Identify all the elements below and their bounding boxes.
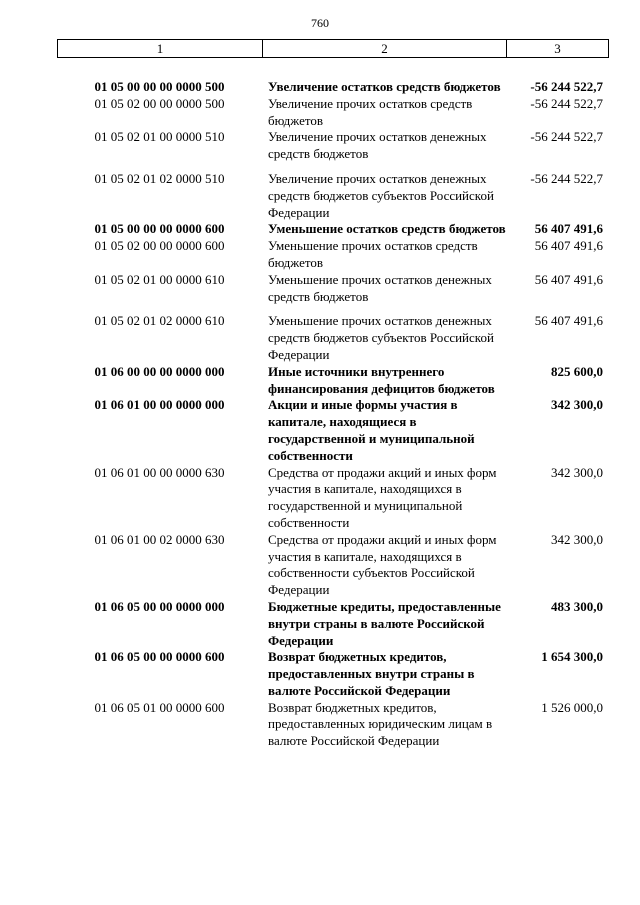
item-amount: 56 407 491,6 <box>534 221 603 237</box>
page-number: 760 <box>311 16 329 30</box>
budget-code: 01 05 02 01 02 0000 510 <box>94 170 225 186</box>
table-body <box>57 79 608 750</box>
budget-code: 01 05 00 00 00 0000 600 <box>94 221 225 237</box>
table-row <box>57 649 608 699</box>
table-row <box>57 364 608 398</box>
item-amount: 825 600,0 <box>551 363 603 379</box>
item-amount: 1 654 300,0 <box>541 649 603 665</box>
column-header-1: 1 <box>58 40 263 58</box>
table-row <box>57 221 608 238</box>
column-header-2: 2 <box>263 40 507 58</box>
table-row <box>57 96 608 130</box>
budget-code: 01 05 00 00 00 0000 500 <box>94 79 225 94</box>
item-name: Акции и иные формы участия в капитале, находящиеся в государственной и муниципальной собственности <box>268 397 475 463</box>
item-amount: 56 407 491,6 <box>534 313 603 329</box>
table-row <box>57 465 608 532</box>
table-row <box>57 163 608 221</box>
budget-code: 01 06 05 00 00 0000 600 <box>94 649 225 665</box>
table-row <box>57 397 608 464</box>
item-name: Возврат бюджетных кредитов, предоставленных юридическим лицам в валюте Российской Федерации <box>268 699 493 749</box>
budget-code: 01 06 00 00 00 0000 000 <box>94 363 225 379</box>
item-amount: 483 300,0 <box>551 598 603 614</box>
budget-code: 01 05 02 01 02 0000 610 <box>94 313 225 329</box>
budget-code: 01 05 02 00 00 0000 500 <box>94 95 225 111</box>
item-amount: 56 407 491,6 <box>534 271 603 287</box>
item-name: Увеличение прочих остатков денежных средств бюджетов субъектов Российской Федерации <box>268 170 494 220</box>
item-amount: 342 300,0 <box>551 464 603 480</box>
item-amount: -56 244 522,7 <box>530 170 603 186</box>
item-name: Уменьшение прочих остатков денежных средств бюджетов <box>268 271 492 304</box>
budget-code: 01 06 01 00 00 0000 630 <box>94 464 225 480</box>
budget-code: 01 06 05 01 00 0000 600 <box>94 699 225 715</box>
item-name: Уменьшение остатков средств бюджетов <box>268 221 506 237</box>
item-name: Уменьшение прочих остатков денежных средств бюджетов субъектов Российской Федерации <box>268 313 494 362</box>
item-amount: 1 526 000,0 <box>541 699 603 715</box>
table-row <box>57 700 608 750</box>
table-row <box>57 599 608 649</box>
budget-code: 01 05 02 00 00 0000 600 <box>94 238 225 254</box>
item-name: Иные источники внутреннего финансирования дефицитов бюджетов <box>268 363 495 396</box>
table-row <box>57 272 608 306</box>
budget-code: 01 06 01 00 02 0000 630 <box>94 531 225 547</box>
table-row <box>57 238 608 272</box>
item-name: Средства от продажи акций и иных форм участия в капитале, находящихся в государственной и муниципальной собственности <box>268 464 497 530</box>
budget-code: 01 05 02 01 00 0000 610 <box>94 271 225 287</box>
item-amount: 342 300,0 <box>551 531 603 547</box>
column-header-3: 3 <box>507 40 609 58</box>
table-row <box>57 532 608 599</box>
budget-code: 01 05 02 01 00 0000 510 <box>94 129 225 145</box>
table-row <box>57 305 608 363</box>
item-name: Увеличение остатков средств бюджетов <box>268 79 501 94</box>
table-row <box>57 79 608 96</box>
budget-code: 01 06 01 00 00 0000 000 <box>94 397 225 413</box>
column-header-row <box>58 40 609 58</box>
column-header-table <box>57 39 609 58</box>
item-amount: -56 244 522,7 <box>530 95 603 111</box>
item-name: Уменьшение прочих остатков средств бюджетов <box>268 238 478 270</box>
item-amount: 342 300,0 <box>551 397 603 413</box>
item-name: Увеличение прочих остатков средств бюджетов <box>268 95 473 128</box>
budget-code: 01 06 05 00 00 0000 000 <box>94 598 225 614</box>
item-name: Бюджетные кредиты, предоставленные внутри страны в валюте Российской Федерации <box>268 598 501 648</box>
item-name: Возврат бюджетных кредитов, предоставленных внутри страны в валюте Российской Федерации <box>268 649 475 698</box>
item-amount: -56 244 522,7 <box>530 129 603 145</box>
item-amount: 56 407 491,6 <box>534 238 603 254</box>
item-name: Увеличение прочих остатков денежных средств бюджетов <box>268 129 487 162</box>
item-name: Средства от продажи акций и иных форм участия в капитале, находящихся в собственности субъектов Российской Федерации <box>268 531 497 598</box>
table-row <box>57 129 608 163</box>
item-amount: -56 244 522,7 <box>530 79 603 94</box>
budget-sources-table <box>57 79 608 750</box>
